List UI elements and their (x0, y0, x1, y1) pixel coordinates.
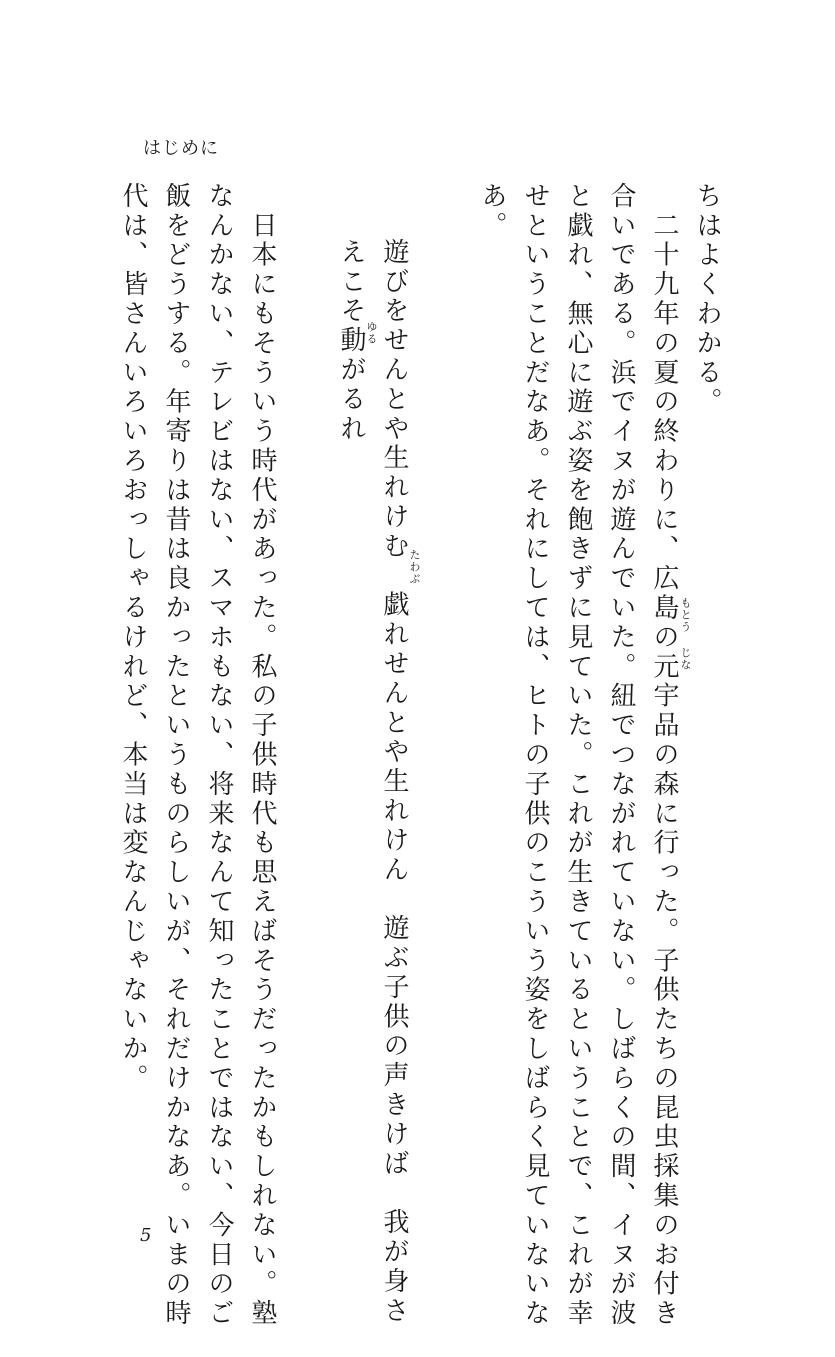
ruby-motoujina-1: もとう (679, 597, 692, 633)
page-number: 5 (140, 1225, 152, 1246)
text-column-8: なんかない、テレビはない、スマホもない、将来なんて知ったことではない、今日のご (204, 182, 234, 1329)
ruby-yurugaru: ゆる (365, 321, 378, 345)
text-column-3: 合いである。浜でイヌが遊んでいた。紐でつながれていない。しばらくの間、イヌが波 (606, 182, 636, 1329)
ruby-tawabure: たわぶ (408, 549, 421, 585)
text-column-7: 日本にもそういう時代があった。私の子供時代も思えばそうだったかもしれない。塾 (247, 182, 277, 1329)
text-column-6: あ。 (477, 182, 507, 241)
poem-line-1: 遊びをせんとや生れけむ 戯れせんとや生れけん 遊ぶ子供の声きけば 我が身さ (379, 238, 409, 1326)
text-column-4: と戯れ、無心に遊ぶ姿を飽きずに見ていた。これが生きているということで、これが幸 (563, 182, 593, 1329)
text-column-9: 飯をどうする。年寄りは昔は良かったというものらしいが、それだけかなあ。いまの時 (161, 182, 191, 1329)
text-column-10: 代は、皆さんいろいろおっしゃるけれど、本当は変なんじゃないか。 (118, 182, 148, 1094)
running-header: はじめに (143, 138, 219, 159)
poem-line-2: えこそ動がるれ (336, 238, 366, 444)
ruby-motoujina-2: じな (679, 647, 692, 671)
text-column-2: 二十九年の夏の終わりに、広島の元宇品の森に行った。子供たちの昆虫採集のお付き (649, 182, 679, 1329)
text-column-5: せということだなあ。それにしては、ヒトの子供のこういう姿をしばらく見ていないな (520, 182, 550, 1329)
text-column-1: ちはよくわかる。 (692, 182, 722, 418)
